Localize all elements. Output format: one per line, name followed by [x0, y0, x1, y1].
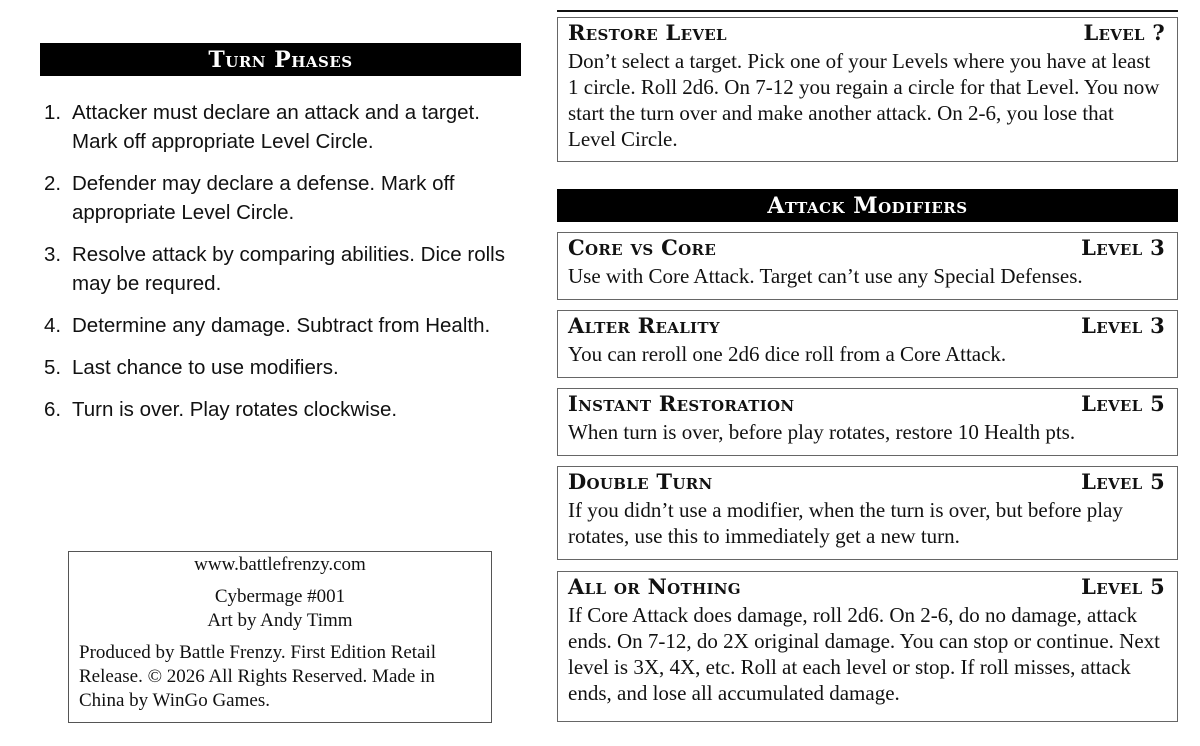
card-header: [568, 389, 1165, 419]
phase-item: [44, 169, 514, 227]
card-title: All or Nothing: [568, 574, 741, 599]
card-header: [568, 311, 1165, 341]
turn-phases-header: Turn Phases: [40, 43, 521, 76]
turn-phases-list: [44, 98, 514, 437]
card-level: Level 5: [1081, 391, 1165, 416]
restore-level-card: [557, 17, 1178, 162]
website-text: www.battlefrenzy.com: [194, 554, 366, 575]
credits-box: [68, 551, 492, 723]
modifier-card-instant-restoration: [557, 388, 1178, 456]
phase-item: [44, 311, 514, 340]
card-text: You can reroll one 2d6 dice roll from a Core Attack.: [568, 342, 1007, 366]
modifier-card-double-turn: [557, 466, 1178, 560]
card-header: [568, 18, 1165, 48]
phase-item: [44, 353, 514, 382]
card-text: If Core Attack does damage, roll 2d6. On 2-6, do no damage, attack ends. On 7-12, do 2X original damage. You can stop or continue. Next level is 3X, 4X, etc. Roll at each level or stop. If roll misses, attack ends, and lose all accumulated damage.: [568, 603, 1160, 705]
card-id: Cybermage #001: [214, 586, 346, 607]
card-title: Double Turn: [568, 469, 713, 494]
card-title: Instant Restoration: [568, 391, 795, 416]
divider: [557, 10, 1178, 12]
card-title: Restore Level: [568, 20, 727, 45]
card-level: Level 3: [1081, 313, 1165, 338]
card-text: Don’t select a target. Pick one of your Levels where you have at least 1 circle. Roll 2d6. On 7-12 you regain a circle for that Level. You now start the turn over and make another attack. On 2-6, you lose that Level Circle.: [568, 49, 1160, 151]
phase-text: Resolve attack by comparing abilities. Dice rolls may be requred.: [72, 243, 505, 295]
card-header: [568, 467, 1165, 497]
legal-text: Produced by Battle Frenzy. First Edition Retail Release. © 2026 All Rights Reserved. Made in China by WinGo Games.: [79, 642, 437, 711]
artist-credit: Art by Andy Timm: [207, 610, 353, 631]
card-header: [568, 233, 1165, 263]
card-level: Level 5: [1081, 469, 1165, 494]
card-text: Use with Core Attack. Target can’t use any Special Defenses.: [568, 264, 1083, 288]
modifier-card-alter-reality: [557, 310, 1178, 378]
modifier-card-all-or-nothing: [557, 571, 1178, 722]
phase-number: 4.: [44, 314, 62, 337]
card-text: If you didn’t use a modifier, when the turn is over, but before play rotates, use this to immediately get a new turn.: [568, 498, 1123, 548]
phase-number: 6.: [44, 398, 62, 421]
card-text: When turn is over, before play rotates, restore 10 Health pts.: [568, 420, 1076, 444]
card-header: [568, 572, 1165, 602]
attack-modifiers-header: Attack Modifiers: [557, 189, 1178, 222]
phase-text: Last chance to use modifiers.: [72, 356, 339, 379]
phase-number: 5.: [44, 356, 62, 379]
modifier-card-core-vs-core: [557, 232, 1178, 300]
card-level: Level ?: [1083, 20, 1165, 45]
phase-item: [44, 98, 514, 156]
phase-text: Attacker must declare an attack and a target. Mark off appropriate Level Circle.: [72, 101, 480, 153]
card-level: Level 3: [1081, 235, 1165, 260]
card-level: Level 5: [1081, 574, 1165, 599]
phase-item: [44, 395, 514, 424]
phase-number: 3.: [44, 243, 62, 266]
phase-text: Defender may declare a defense. Mark off appropriate Level Circle.: [72, 172, 455, 224]
phase-number: 1.: [44, 101, 62, 124]
phase-text: Turn is over. Play rotates clockwise.: [72, 398, 398, 421]
card-title: Core vs Core: [568, 235, 717, 260]
phase-number: 2.: [44, 172, 62, 195]
card-title: Alter Reality: [568, 313, 720, 338]
phase-item: [44, 240, 514, 298]
phase-text: Determine any damage. Subtract from Health.: [72, 314, 491, 337]
